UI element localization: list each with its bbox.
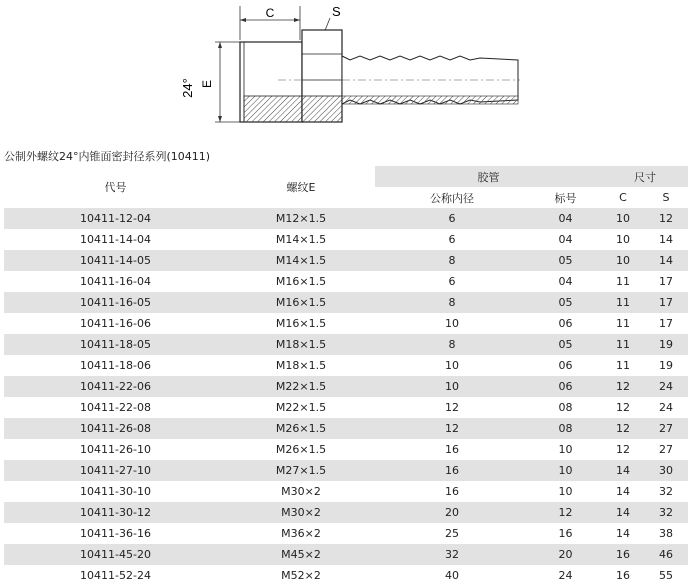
header-s: S (662, 191, 670, 204)
code-cell: 10411-45-20 (4, 544, 227, 565)
c-cell: 10 (602, 250, 644, 271)
s-cell: 17 (644, 313, 688, 334)
c-cell: 11 (602, 271, 644, 292)
mark-cell: 05 (529, 250, 602, 271)
c-cell: 14 (602, 481, 644, 502)
code-cell: 10411-36-16 (4, 523, 227, 544)
s-cell: 24 (644, 376, 688, 397)
s-cell: 46 (644, 544, 688, 565)
nominal-dia-cell: 16 (375, 439, 529, 460)
c-cell: 14 (602, 502, 644, 523)
code-cell: 10411-27-10 (4, 460, 227, 481)
dim-e-label: E (200, 79, 214, 89)
c-cell: 10 (602, 229, 644, 250)
table-row (4, 565, 688, 586)
header-hose-group: 胶管 (375, 166, 602, 187)
thread-cell: M14×1.5 (227, 250, 375, 271)
mark-cell: 10 (529, 439, 602, 460)
code-cell: 10411-30-10 (4, 481, 227, 502)
mark-cell: 06 (529, 313, 602, 334)
s-cell: 19 (644, 334, 688, 355)
thread-cell: M27×1.5 (227, 460, 375, 481)
s-cell: 24 (644, 397, 688, 418)
c-cell: 16 (602, 565, 644, 586)
header-nominal-dia: 公称内径 (430, 191, 474, 205)
table-row (4, 544, 688, 565)
s-cell: 38 (644, 523, 688, 544)
mark-cell: 06 (529, 376, 602, 397)
c-cell: 12 (602, 397, 644, 418)
nominal-dia-cell: 8 (375, 250, 529, 271)
nominal-dia-cell: 6 (375, 229, 529, 250)
thread-cell: M22×1.5 (227, 397, 375, 418)
mark-cell: 16 (529, 523, 602, 544)
table-row (4, 523, 688, 544)
thread-cell: M16×1.5 (227, 313, 375, 334)
spec-table (4, 166, 688, 586)
code-cell: 10411-16-05 (4, 292, 227, 313)
mark-cell: 24 (529, 565, 602, 586)
spec-table-body (4, 208, 688, 586)
c-cell: 12 (602, 418, 644, 439)
mark-cell: 05 (529, 334, 602, 355)
c-cell: 14 (602, 523, 644, 544)
s-cell: 32 (644, 481, 688, 502)
thread-cell: M52×2 (227, 565, 375, 586)
nominal-dia-cell: 6 (375, 208, 529, 229)
code-cell: 10411-18-05 (4, 334, 227, 355)
thread-cell: M18×1.5 (227, 355, 375, 376)
nominal-dia-cell: 16 (375, 460, 529, 481)
thread-cell: M16×1.5 (227, 292, 375, 313)
nominal-dia-cell: 20 (375, 502, 529, 523)
code-cell: 10411-22-06 (4, 376, 227, 397)
c-cell: 14 (602, 460, 644, 481)
nominal-dia-cell: 8 (375, 292, 529, 313)
s-cell: 30 (644, 460, 688, 481)
table-caption: 公制外螺纹24°内锥面密封径系列(10411) (4, 150, 211, 163)
header-code: 代号 (104, 181, 127, 194)
thread-cell: M45×2 (227, 544, 375, 565)
mark-cell: 04 (529, 229, 602, 250)
s-cell: 19 (644, 355, 688, 376)
mark-cell: 10 (529, 460, 602, 481)
code-cell: 10411-16-04 (4, 271, 227, 292)
thread-cell: M16×1.5 (227, 271, 375, 292)
mark-cell: 10 (529, 481, 602, 502)
s-cell: 17 (644, 292, 688, 313)
table-row (4, 271, 688, 292)
code-cell: 10411-16-06 (4, 313, 227, 334)
c-cell: 10 (602, 208, 644, 229)
header-size-group: 尺寸 (602, 166, 688, 187)
s-cell: 55 (644, 565, 688, 586)
thread-cell: M22×1.5 (227, 376, 375, 397)
table-row (4, 418, 688, 439)
c-cell: 12 (602, 376, 644, 397)
mark-cell: 06 (529, 355, 602, 376)
c-cell: 11 (602, 334, 644, 355)
c-cell: 16 (602, 544, 644, 565)
table-row (4, 397, 688, 418)
code-cell: 10411-30-12 (4, 502, 227, 523)
dim-c-label: C (265, 6, 275, 20)
dim-s-label: S (332, 4, 341, 19)
mark-cell: 08 (529, 418, 602, 439)
c-cell: 11 (602, 355, 644, 376)
code-cell: 10411-18-06 (4, 355, 227, 376)
table-row (4, 460, 688, 481)
s-cell: 27 (644, 418, 688, 439)
nominal-dia-cell: 12 (375, 397, 529, 418)
mark-cell: 08 (529, 397, 602, 418)
nominal-dia-cell: 32 (375, 544, 529, 565)
s-cell: 17 (644, 271, 688, 292)
nominal-dia-cell: 12 (375, 418, 529, 439)
table-row (4, 376, 688, 397)
mark-cell: 05 (529, 292, 602, 313)
thread-cell: M26×1.5 (227, 439, 375, 460)
table-row (4, 229, 688, 250)
code-cell: 10411-14-04 (4, 229, 227, 250)
table-row (4, 355, 688, 376)
nominal-dia-cell: 25 (375, 523, 529, 544)
s-cell: 32 (644, 502, 688, 523)
thread-cell: M18×1.5 (227, 334, 375, 355)
nominal-dia-cell: 10 (375, 355, 529, 376)
table-row (4, 334, 688, 355)
code-cell: 10411-22-08 (4, 397, 227, 418)
header-c: C (619, 191, 627, 204)
table-row (4, 208, 688, 229)
table-row (4, 439, 688, 460)
thread-cell: M26×1.5 (227, 418, 375, 439)
thread-cell: M36×2 (227, 523, 375, 544)
code-cell: 10411-52-24 (4, 565, 227, 586)
thread-cell: M30×2 (227, 502, 375, 523)
table-row (4, 502, 688, 523)
table-row (4, 313, 688, 334)
s-cell: 27 (644, 439, 688, 460)
code-cell: 10411-26-10 (4, 439, 227, 460)
table-row (4, 250, 688, 271)
nominal-dia-cell: 6 (375, 271, 529, 292)
header-thread: 螺纹E (286, 181, 316, 194)
code-cell: 10411-26-08 (4, 418, 227, 439)
c-cell: 12 (602, 439, 644, 460)
nominal-dia-cell: 8 (375, 334, 529, 355)
mark-cell: 12 (529, 502, 602, 523)
table-row (4, 292, 688, 313)
dim-angle-label: 24° (180, 78, 195, 98)
code-cell: 10411-14-05 (4, 250, 227, 271)
nominal-dia-cell: 10 (375, 313, 529, 334)
c-cell: 11 (602, 313, 644, 334)
thread-cell: M14×1.5 (227, 229, 375, 250)
mark-cell: 04 (529, 271, 602, 292)
header-mark: 标号 (554, 191, 577, 205)
s-cell: 14 (644, 229, 688, 250)
nominal-dia-cell: 10 (375, 376, 529, 397)
s-cell: 14 (644, 250, 688, 271)
c-cell: 11 (602, 292, 644, 313)
s-cell: 12 (644, 208, 688, 229)
code-cell: 10411-12-04 (4, 208, 227, 229)
fitting-drawing (178, 0, 528, 140)
mark-cell: 04 (529, 208, 602, 229)
thread-cell: M30×2 (227, 481, 375, 502)
nominal-dia-cell: 40 (375, 565, 529, 586)
table-row (4, 481, 688, 502)
nominal-dia-cell: 16 (375, 481, 529, 502)
mark-cell: 20 (529, 544, 602, 565)
thread-cell: M12×1.5 (227, 208, 375, 229)
